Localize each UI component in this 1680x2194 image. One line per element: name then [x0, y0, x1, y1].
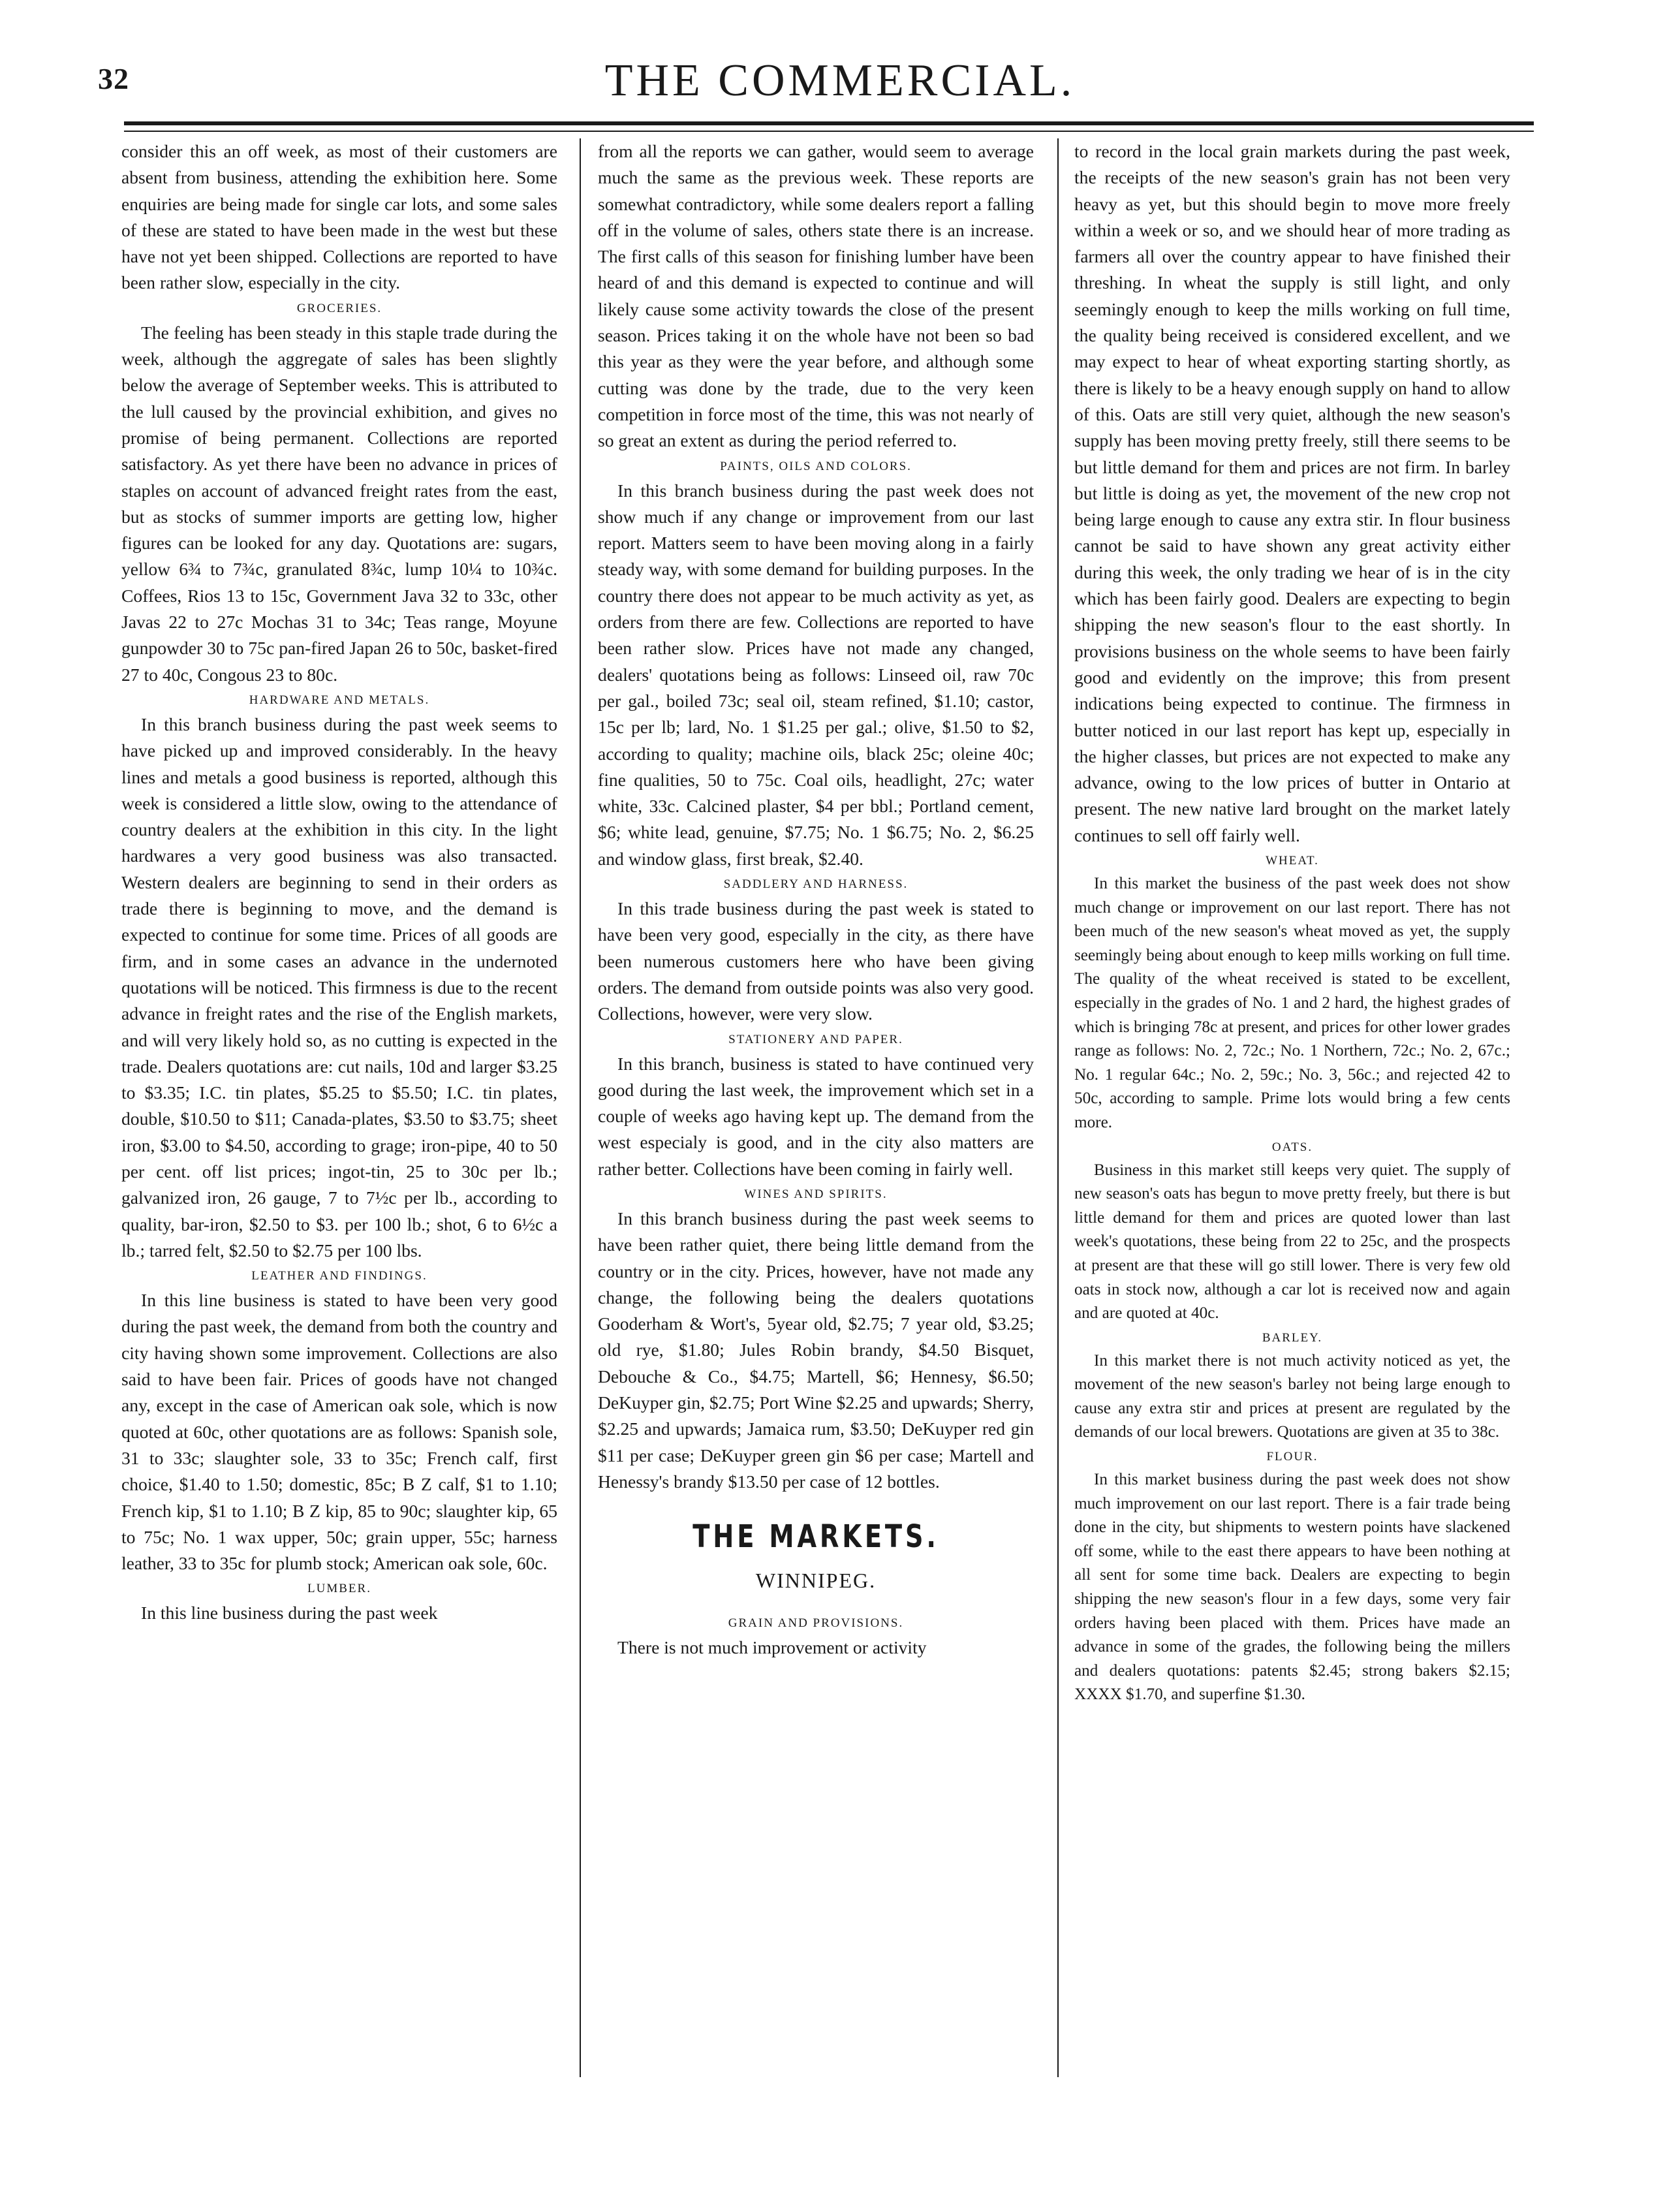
section-heading: SADDLERY AND HARNESS. [723, 877, 909, 892]
column-divider [1057, 138, 1059, 2077]
column-1 [121, 138, 557, 2155]
section-heading: LEATHER AND FINDINGS. [251, 1269, 428, 1283]
article-paragraph: In this branch, business is stated to have continued very good during the last week, the improvement which set in a couple of weeks ago having kept up. The demand from the west especialy is good, and in the city also matters are rather better. Collections have been coming in fairly well. [598, 1053, 1034, 1179]
article-paragraph: In this market there is not much activity noticed as yet, the movement of the new season's barley not being large enough to cause any extra stir and prices at present are regulated by the demands of our local brewers. Quotations are given at 35 to 38c. [1074, 1351, 1510, 1441]
section-heading: PAINTS, OILS AND COLORS. [720, 459, 912, 473]
article-paragraph: In this branch business during the past week seems to have picked up and improved considerably. In the heavy lines and metals a good business is reported, although this week is considered a little slow, owing to the attendance of country dealers at the exhibition in this city. In the light hardwares a very good business was also transacted. Western dealers are beginning to send in their orders as trade there is beginning to move, and the demand is expected to continue for some time. Prices of all goods are firm, and in some cases an advance in the undernoted quotations will be noticed. This firmness is due to the recent advance in freight rates and the rise of the English markets, and will very likely hold so, as no cutting is expected in the trade. Dealers quotations are: cut nails, 10d and larger $3.25 to $3.35; I.C. tin plates, $5.25 to $5.50; I.C. tin plates, double, $10.50 to $11; Canada-plates, $3.50 to $3.75; sheet iron, $3.00 to $4.50, according to grage; iron-pipe, 40 to 50 per cent. off list prices; ingot-tin, 25 to 30c per lb.; galvanized iron, 26 gauge, 7 to 7½c per lb., according to quality, bar-iron, $2.50 to $3. per 100 lb.; shot, 6 to 6½c a lb.; tarred felt, $2.50 to $2.75 per 100 lbs. [121, 713, 557, 1261]
header-rule-thick [124, 121, 1534, 125]
section-heading: GROCERIES. [296, 301, 382, 315]
article-paragraph: consider this an off week, as most of their customers are absent from business, attending the exhibition here. Some enquiries are being made for single car lots, and some sales of these are stated to have been made in the west but these have not yet been shipped. Collections are reported to have been rather slow, especially in the city. [121, 141, 557, 293]
column-2 [598, 138, 1034, 2155]
article-paragraph: In this branch business during the past week does not show much if any change or improvement from our last report. Matters seem to have been moving along in a fairly steady way, with some demand for building purposes. In the country there does not appear to be much activity as yet, as orders from there are few. Collections are reported to have been rather slow. Prices have not made any changed, dealers' quotations being as follows: Linseed oil, raw 70c per gal., boiled 73c; seal oil, steam refined, $1.10; castor, 15c per lb; lard, No. 1 $1.25 per gal.; olive, $1.50 to $2, according to quality; machine oils, black 25c; oleine 40c; fine qualities, 50 to 75c. Coal oils, headlight, 27c; water white, 33c. Calcined plaster, $4 per bbl.; Portland cement, $6; white lead, genuine, $7.75; No. 1 $6.75; No. 2, $6.25 and window glass, first break, $2.40. [598, 480, 1034, 869]
column-divider [580, 138, 581, 2077]
section-heading: STATIONERY AND PAPER. [728, 1032, 903, 1046]
article-paragraph: In this trade business during the past week is stated to have been very good, especially in the city, as there have been numerous customers here who have been giving orders. The demand from outside points was also very good. Collections, however, were very slow. [598, 898, 1034, 1024]
column-3 [1074, 138, 1510, 2155]
section-heading: OATS. [1271, 1140, 1313, 1154]
article-paragraph: In this market the business of the past week does not show much change or improvement on our last report. There has not been much of the new season's wheat moved as yet, the supply seemingly being about enough to keep mills working on full time. The quality of the wheat received is stated to be excellent, especially in the grades of No. 1 and 2 hard, the highest grades of which is bringing 78c at present, and prices for other lower grades range as follows: No. 2, 72c.; No. 1 Northern, 72c.; No. 2, 67c.; No. 1 regular 64c.; No. 2, 59c.; No. 3, 56c.; and rejected 42 to 50c, according to sample. Prime lots would bring a few cents more. [1074, 875, 1510, 1131]
article-paragraph: In this line business is stated to have been very good during the past week, the demand from both the country and city having shown some improvement. Collections are also said to have been fair. Prices of goods have not changed any, except in the case of American oak sole, which is now quoted at 60c, other quotations are as follows: Spanish sole, 31 to 33c; slaughter sole, 33 to 35c; French calf, first choice, $1.40 to 1.50; domestic, 85c; B Z calf, $1 to 1.10; French kip, $1 to 1.10; B Z kip, 85 to 90c; slaughter kip, 65 to 75c; No. 1 wax upper, 50c; grain upper, 55c; harness leather, 33 to 35c for plumb stock; American oak sole, 60c. [121, 1290, 557, 1574]
page-header [98, 55, 1582, 127]
header-rule-thin [124, 131, 1534, 132]
article-paragraph: In this line business during the past week [141, 1603, 438, 1623]
article-paragraph: from all the reports we can gather, would seem to average much the same as the previous week. These reports are somewhat contradictory, while some dealers report a falling off in the volume of sales, others state there is an increase. The first calls of this season for finishing lumber have been heard of and this demand is expected to continue and will likely cause some activity towards the close of the present season. Prices taking it on the whole have not been so bad this year as they were the year before, and although some cutting was done by the trade, due to the very keen competition in force most of the time, this was not nearly of so great an extent as during the period referred to. [598, 141, 1034, 451]
markets-title: THE MARKETS. [692, 1518, 939, 1556]
section-heading: FLOUR. [1266, 1450, 1318, 1464]
section-heading: WINES AND SPIRITS. [744, 1187, 888, 1201]
page-number: 32 [98, 62, 129, 95]
article-paragraph: Business in this market still keeps very quiet. The supply of new season's oats has begun to move pretty freely, but there is but little demand for them and prices are quoted lower than last week's quotations, these being from 22 to 25c, and the prospects at present are that these will go still lower. There is very few old oats in stock now, although a car lot is received now and again and are quoted at 40c. [1074, 1161, 1510, 1323]
article-paragraph: In this market business during the past week does not show much improvement on our last report. There is a fair trade being done in the city, but shipments to western points have slackened off some, while to the east there appears to have been nothing at all sent for some time back. Dealers are expecting to begin shipping the new season's flour in a few days, some very fair orders having been placed with them. Prices have made an advance in some of the grades, the following being the millers and dealers quotations: patents $2.45; strong bakers $2.15; XXXX $1.70, and superfine $1.30. [1074, 1471, 1510, 1704]
section-heading: HARDWARE AND METALS. [249, 693, 430, 707]
markets-subtitle: WINNIPEG. [755, 1569, 877, 1593]
article-paragraph: The feeling has been steady in this staple trade during the week, although the aggregate of sales has been slightly below the average of September weeks. This is attributed to the lull caused by the provincial exhibition, and gives no promise of being permanent. Collections are reported satisfactory. As yet there have been no advance in prices of staples on account of advanced freight rates from the east, but as stocks of summer imports are getting low, higher figures can be looked for any day. Quotations are: sugars, yellow 6¾ to 7¾c, granulated 8¾c, lump 10¼ to 10¾c. Coffees, Rios 13 to 15c, Government Java 32 to 33c, other Javas 22 to 27c Mochas 31 to 34c; Teas range, Moyune gunpowder 30 to 75c pan-fired Japan 26 to 50c, basket-fired 27 to 40c, Congous 23 to 80c. [121, 322, 557, 685]
section-heading: LUMBER. [307, 1582, 371, 1596]
article-paragraph: There is not much improvement or activity [617, 1637, 927, 1658]
article-paragraph: to record in the local grain markets during the past week, the receipts of the new season's grain has not been very heavy as yet, but this should begin to move more freely within a week or so, and we should hear of more trading as farmers all over the country appear to have finished their threshing. In wheat the supply is still light, and only seemingly enough to keep the mills working on full time, the quality being received is considered excellent, and we may expect to hear of wheat exporting starting shortly, as there is likely to be a heavy enough supply on hand to allow of this. Oats are still very quiet, although the new season's supply has been moving pretty freely, still there seems to be but little demand for them and prices are not firm. In barley but little is doing as yet, the movement of the new crop not being large enough to cause any extra stir. In flour business cannot be said to have shown any great activity either during this week, the only trading we hear of is in the city which has been fairly good. Dealers are expecting to begin shipping the new season's flour to the east shortly. In provisions business on the whole seems to have been fairly good and evidently on the improve; this from present indications being expected to continue. The firmness in butter noticed in our last report has kept up, especially in the higher classes, but prices are not expected to make any advance, owing to the low prices of butter in Ontario at present. The new native lard brought on the market lately continues to sell off fairly well. [1074, 141, 1510, 845]
masthead-title: THE COMMERCIAL. [604, 55, 1076, 106]
article-paragraph: In this branch business during the past week seems to have been rather quiet, there being little demand from the country or in the city. Prices, however, have not made any change, the following being the dealers quotations Gooderham & Wort's, 5year old, $2.75; 7 year old, $3.25; old rye, $1.80; Jules Robin brandy, $4.50 Bisquet, Debouche & Co., $4.75; Martell, $6; Hennesy, $6.50; DeKuyper gin, $2.75; Port Wine $2.25 and upwards; Sherry, $2.25 and upwards; Jamaica rum, $3.50; DeKuyper red gin $11 per case; DeKuyper green gin $6 per case; Martell and Henessy's brandy $13.50 per case of 12 bottles. [598, 1208, 1034, 1492]
section-heading: WHEAT. [1266, 854, 1319, 868]
section-heading: GRAIN AND PROVISIONS. [728, 1616, 904, 1631]
section-heading: BARLEY. [1262, 1330, 1323, 1345]
